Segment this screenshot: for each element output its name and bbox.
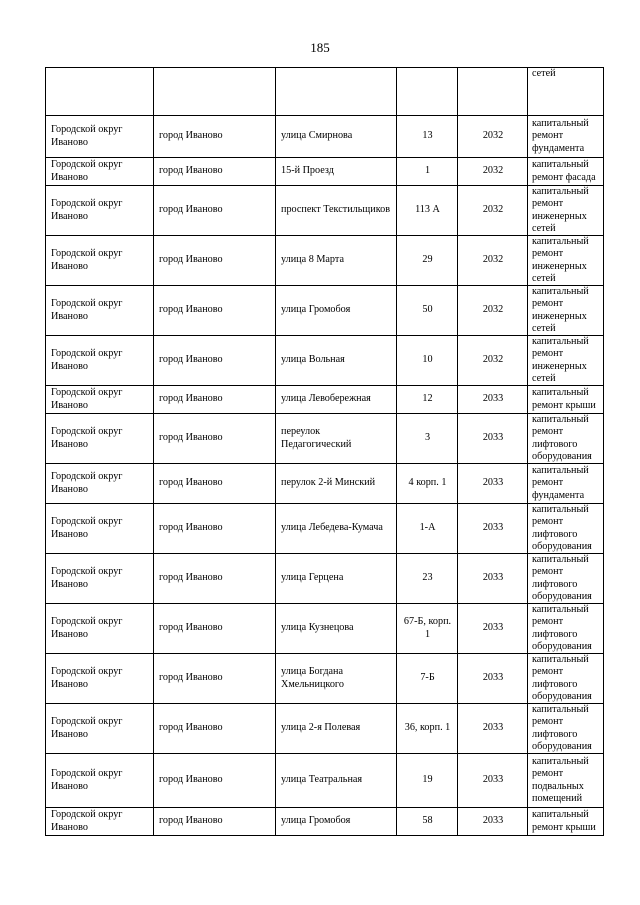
table-row	[46, 654, 604, 704]
cell-municipality: Городской округ Иваново	[46, 654, 154, 704]
cell-work: капитальный ремонт крыши	[528, 386, 604, 414]
cell-street: улица Кузнецова	[276, 604, 397, 654]
cell-work: капитальный ремонт инженерных сетей	[528, 336, 604, 386]
cell-municipality: Городской округ Иваново	[46, 286, 154, 336]
cell-street: перулок 2-й Минский	[276, 464, 397, 504]
cell-settlement: город Иваново	[154, 604, 276, 654]
cell-municipality: Городской округ Иваново	[46, 386, 154, 414]
page-number: 185	[310, 40, 330, 55]
table-row-continuation	[46, 68, 604, 116]
cell-year: 2033	[458, 704, 528, 754]
table-row	[46, 704, 604, 754]
cell-settlement: город Иваново	[154, 414, 276, 464]
cell-year: 2032	[458, 336, 528, 386]
cell-municipality: Городской округ Иваново	[46, 186, 154, 236]
cell-work: капитальный ремонт лифтового оборудования	[528, 654, 604, 704]
cell-house: 113 А	[397, 186, 458, 236]
table-row	[46, 158, 604, 186]
cell-municipality: Городской округ Иваново	[46, 236, 154, 286]
cell-house: 10	[397, 336, 458, 386]
cell-house: 19	[397, 754, 458, 808]
table-row	[46, 554, 604, 604]
cell-work: капитальный ремонт инженерных сетей	[528, 236, 604, 286]
cell-year: 2032	[458, 236, 528, 286]
cell-street: переулок Педагогический	[276, 414, 397, 464]
cell-settlement: город Иваново	[154, 504, 276, 554]
cell-work: капитальный ремонт фундамента	[528, 464, 604, 504]
cell-house: 29	[397, 236, 458, 286]
cell-work: капитальный ремонт лифтового оборудования	[528, 504, 604, 554]
table-row	[46, 386, 604, 414]
cell-work: капитальный ремонт лифтового оборудования	[528, 414, 604, 464]
cell-settlement: город Иваново	[154, 158, 276, 186]
cell-work: капитальный ремонт инженерных сетей	[528, 186, 604, 236]
cell-settlement: город Иваново	[154, 186, 276, 236]
cell-street: улица Богдана Хмельницкого	[276, 654, 397, 704]
cell-work: капитальный ремонт лифтового оборудования	[528, 704, 604, 754]
cell-municipality: Городской округ Иваново	[46, 554, 154, 604]
cell-house: 23	[397, 554, 458, 604]
cell-street: улица Лебедева-Кумача	[276, 504, 397, 554]
cell-house: 7-Б	[397, 654, 458, 704]
cell-settlement: город Иваново	[154, 654, 276, 704]
cell-street: улица Герцена	[276, 554, 397, 604]
cell-municipality: Городской округ Иваново	[46, 158, 154, 186]
cell-house: 1-А	[397, 504, 458, 554]
cell-street: улица Смирнова	[276, 116, 397, 158]
cell-settlement: город Иваново	[154, 236, 276, 286]
cell-house: 13	[397, 116, 458, 158]
cell-street: улица Левобережная	[276, 386, 397, 414]
cell-settlement: город Иваново	[154, 336, 276, 386]
cell-house: 1	[397, 158, 458, 186]
cell-settlement: город Иваново	[154, 286, 276, 336]
cell-work: капитальный ремонт лифтового оборудования	[528, 554, 604, 604]
table-row	[46, 116, 604, 158]
cell-house: 58	[397, 808, 458, 836]
cell-settlement: город Иваново	[154, 386, 276, 414]
cell-settlement: город Иваново	[154, 116, 276, 158]
cell-house: 12	[397, 386, 458, 414]
cell-street: улица 2-я Полевая	[276, 704, 397, 754]
cell-municipality: Городской округ Иваново	[46, 754, 154, 808]
cell-work: капитальный ремонт подвальных помещений	[528, 754, 604, 808]
cell-year: 2033	[458, 414, 528, 464]
cell-year: 2033	[458, 386, 528, 414]
cell-work: сетей	[528, 68, 604, 116]
cell-year: 2033	[458, 808, 528, 836]
cell-municipality	[46, 68, 154, 116]
table-row	[46, 336, 604, 386]
table-row	[46, 604, 604, 654]
cell-house: 4 корп. 1	[397, 464, 458, 504]
table-row	[46, 754, 604, 808]
cell-year: 2033	[458, 754, 528, 808]
cell-year: 2032	[458, 158, 528, 186]
cell-settlement: город Иваново	[154, 704, 276, 754]
cell-street: 15-й Проезд	[276, 158, 397, 186]
cell-house	[397, 68, 458, 116]
cell-municipality: Городской округ Иваново	[46, 704, 154, 754]
cell-street	[276, 68, 397, 116]
cell-municipality: Городской округ Иваново	[46, 504, 154, 554]
table-row	[46, 464, 604, 504]
table-row	[46, 186, 604, 236]
cell-work: капитальный ремонт фасада	[528, 158, 604, 186]
cell-street: улица Громобоя	[276, 808, 397, 836]
cell-house: 3	[397, 414, 458, 464]
cell-year: 2033	[458, 504, 528, 554]
cell-street: улица Громобоя	[276, 286, 397, 336]
cell-street: улица Вольная	[276, 336, 397, 386]
table-row	[46, 504, 604, 554]
cell-work: капитальный ремонт лифтового оборудования	[528, 604, 604, 654]
table-row	[46, 286, 604, 336]
cell-municipality: Городской округ Иваново	[46, 414, 154, 464]
cell-settlement: город Иваново	[154, 754, 276, 808]
cell-year: 2032	[458, 186, 528, 236]
cell-house: 50	[397, 286, 458, 336]
table-row	[46, 414, 604, 464]
cell-house: 67-Б, корп. 1	[397, 604, 458, 654]
cell-year	[458, 68, 528, 116]
cell-street: улица 8 Марта	[276, 236, 397, 286]
cell-street: улица Театральная	[276, 754, 397, 808]
table-row	[46, 808, 604, 836]
table-row	[46, 236, 604, 286]
cell-house: 36, корп. 1	[397, 704, 458, 754]
cell-year: 2032	[458, 286, 528, 336]
cell-work: капитальный ремонт крыши	[528, 808, 604, 836]
cell-year: 2033	[458, 554, 528, 604]
cell-street: проспект Текстильщиков	[276, 186, 397, 236]
cell-municipality: Городской округ Иваново	[46, 808, 154, 836]
cell-settlement: город Иваново	[154, 808, 276, 836]
cell-work: капитальный ремонт инженерных сетей	[528, 286, 604, 336]
registry-table	[45, 67, 604, 836]
cell-municipality: Городской округ Иваново	[46, 336, 154, 386]
cell-year: 2033	[458, 464, 528, 504]
cell-settlement	[154, 68, 276, 116]
cell-settlement: город Иваново	[154, 554, 276, 604]
cell-year: 2033	[458, 604, 528, 654]
cell-municipality: Городской округ Иваново	[46, 604, 154, 654]
cell-settlement: город Иваново	[154, 464, 276, 504]
cell-year: 2032	[458, 116, 528, 158]
cell-year: 2033	[458, 654, 528, 704]
cell-municipality: Городской округ Иваново	[46, 116, 154, 158]
cell-work: капитальный ремонт фундамента	[528, 116, 604, 158]
cell-municipality: Городской округ Иваново	[46, 464, 154, 504]
